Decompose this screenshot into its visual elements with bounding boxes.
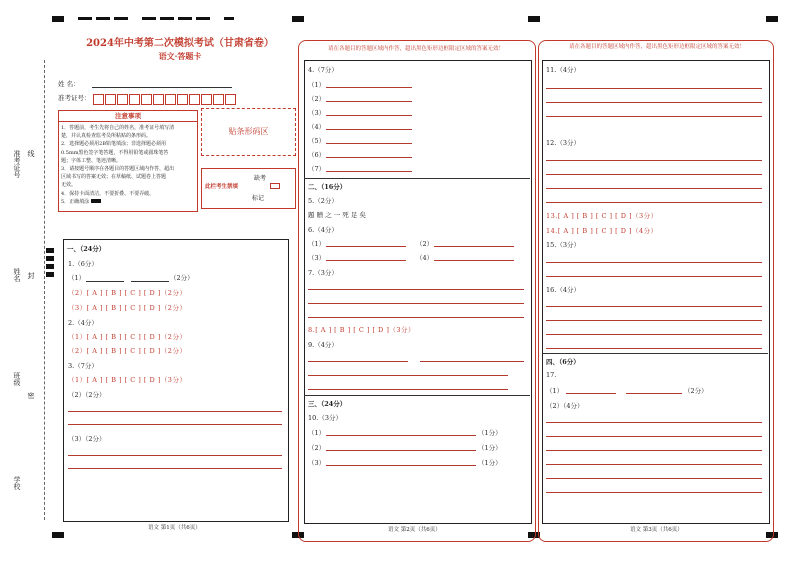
q10-label: 10.（3分） xyxy=(308,414,342,422)
q4-1: （1） xyxy=(308,81,326,89)
side-label-name: 姓名 xyxy=(13,268,21,282)
q1-1-score: （2分） xyxy=(170,274,194,282)
q1-label: 1.（6分） xyxy=(68,260,98,268)
absent-mark1: 缺考 xyxy=(254,175,267,182)
section2-title: 二、（16分） xyxy=(308,183,347,191)
q7-label: 7.（3分） xyxy=(308,269,338,277)
q4-6: （6） xyxy=(308,151,326,159)
note-line: 楚，并认真检查监考员所粘贴的条形码。 xyxy=(61,133,152,140)
q10-2-line[interactable] xyxy=(326,450,476,451)
q4-1-line[interactable] xyxy=(326,87,412,88)
timing-mark xyxy=(178,17,192,20)
q9-label: 9.（4分） xyxy=(308,341,338,349)
q17-1-score: （2分） xyxy=(684,387,708,395)
divider xyxy=(304,178,530,179)
q1-1-blank-b[interactable] xyxy=(131,281,169,282)
q1-1: （1） xyxy=(68,274,86,282)
filled-example xyxy=(91,199,101,203)
divider xyxy=(542,353,768,354)
section1-title: 一、（24分） xyxy=(67,245,106,253)
timing-mark xyxy=(196,17,210,20)
q10-1-line[interactable] xyxy=(326,435,476,436)
timing-mark xyxy=(46,256,54,261)
q4-2-line[interactable] xyxy=(326,101,412,102)
q15-label: 15.（3分） xyxy=(546,241,580,249)
answer-line[interactable] xyxy=(546,450,762,451)
q3-3: （3）（2分） xyxy=(68,435,106,443)
page-footer: 语文 第2页（共6页） xyxy=(388,527,441,533)
answer-line[interactable] xyxy=(308,289,524,290)
q12-label: 12.（3分） xyxy=(546,139,580,147)
q5-text: 題 贈 之 一 死 足 矣 xyxy=(308,211,366,219)
answer-line[interactable] xyxy=(546,102,762,103)
answer-line[interactable] xyxy=(546,464,762,465)
q6-1-line[interactable] xyxy=(326,246,406,247)
answer-line[interactable] xyxy=(68,468,282,469)
q6-4-line[interactable] xyxy=(434,260,514,261)
q5-label: 5.（2分） xyxy=(308,197,338,205)
absent-mark2: 标记 xyxy=(252,195,265,202)
q4-3: （3） xyxy=(308,109,326,117)
answer-line[interactable] xyxy=(546,202,762,203)
note-line: 1．答题前，考生先将自己的姓名，准考证号填写清 xyxy=(61,125,175,131)
side-label-seal: 封 xyxy=(27,272,35,279)
answer-line[interactable] xyxy=(546,422,762,423)
q1-2[interactable]: （2）[ A ] [ B ] [ C ] [ D ]（2分） xyxy=(68,289,187,297)
q6-1: （1） xyxy=(308,240,326,248)
name-label: 姓 名： xyxy=(58,80,80,88)
answer-line[interactable] xyxy=(68,411,282,412)
absent-box xyxy=(201,168,296,209)
side-label-class: 班级 xyxy=(13,372,21,386)
q10-3-line[interactable] xyxy=(326,465,476,466)
q6-2-line[interactable] xyxy=(434,246,514,247)
timing-mark xyxy=(52,16,64,22)
note-line: 题；字体工整、笔迹清晰。 xyxy=(61,157,122,164)
q2-label: 2.（4分） xyxy=(68,319,98,327)
q4-5-line[interactable] xyxy=(326,143,412,144)
section4-title: 四、（6分） xyxy=(546,358,580,366)
q3-label: 3.（7分） xyxy=(68,362,98,370)
q4-4-line[interactable] xyxy=(326,129,412,130)
q4-label: 4.（7分） xyxy=(308,66,338,74)
timing-mark xyxy=(292,16,304,22)
q14[interactable]: 14.[ A ] [ B ] [ C ] [ D ]（4分） xyxy=(546,227,658,235)
note-line: 区域书写的答案无效；在草稿纸、试题卷上答题 xyxy=(61,174,167,181)
binding-line xyxy=(44,60,45,520)
q10-2-score: （1分） xyxy=(478,444,502,452)
note-line: 5．正确填涂 xyxy=(61,198,90,205)
q6-3: （3） xyxy=(308,254,326,262)
timing-mark xyxy=(96,17,110,20)
timing-mark xyxy=(46,264,54,269)
mid-warning: 请在各题目的答题区域内作答，超出黑色矩形边框限定区域的答案无效！ xyxy=(327,46,504,52)
q4-2: （2） xyxy=(308,95,326,103)
id-label: 准考证号： xyxy=(58,94,91,102)
timing-mark xyxy=(142,17,156,20)
barcode-label: 贴条形码区 xyxy=(228,127,269,136)
timing-mark xyxy=(46,248,54,253)
answer-line[interactable] xyxy=(308,375,508,376)
answer-line[interactable] xyxy=(546,276,762,277)
q17-1-blank-a[interactable] xyxy=(566,393,616,394)
timing-mark xyxy=(78,17,92,20)
answer-line[interactable] xyxy=(546,174,762,175)
answer-line[interactable] xyxy=(308,317,524,318)
side-label-secret: 密 xyxy=(27,392,35,399)
answer-line[interactable] xyxy=(546,334,762,335)
timing-mark xyxy=(766,16,778,22)
q4-4: （4） xyxy=(308,123,326,131)
timing-mark xyxy=(528,16,540,22)
answer-line[interactable] xyxy=(546,348,762,349)
id-field[interactable] xyxy=(92,89,236,108)
barcode-area xyxy=(201,108,296,156)
name-field[interactable] xyxy=(92,87,232,88)
q10-2: （2） xyxy=(308,444,326,452)
notes-title: 注意事项 xyxy=(59,111,197,122)
q4-7-line[interactable] xyxy=(326,171,412,172)
timing-mark xyxy=(224,17,234,20)
answer-line[interactable] xyxy=(546,188,762,189)
q10-1: （1） xyxy=(308,429,326,437)
right-warning: 请在各题目的答题区域内作答，超出黑色矩形边框限定区域的答案无效！ xyxy=(568,44,745,50)
note-line: 4．保持卡面清洁，不要折叠、不要弄破。 xyxy=(61,190,155,197)
note-line: 2．选择题必须用2B铅笔填涂；非选择题必须用 xyxy=(61,141,167,148)
page-subtitle: 语文·答题卡 xyxy=(158,51,202,61)
q17-1: （1） xyxy=(546,387,564,395)
q3-1[interactable]: （1）[ A ] [ B ] [ C ] [ D ]（3分） xyxy=(68,376,187,384)
q16-label: 16.（4分） xyxy=(546,286,580,294)
q10-1-score: （1分） xyxy=(478,429,502,437)
q1-3[interactable]: （3）[ A ] [ B ] [ C ] [ D ]（2分） xyxy=(68,304,187,312)
q1-1-blank-a[interactable] xyxy=(86,281,124,282)
q11-label: 11.（4分） xyxy=(546,66,580,74)
q4-5: （5） xyxy=(308,137,326,145)
q2-2[interactable]: （2）[ A ] [ B ] [ C ] [ D ]（2分） xyxy=(68,347,187,355)
answer-line[interactable] xyxy=(546,478,762,479)
q2-1[interactable]: （1）[ A ] [ B ] [ C ] [ D ]（2分） xyxy=(68,333,187,341)
q17-2: （2）（4分） xyxy=(546,402,584,410)
answer-line[interactable] xyxy=(68,424,282,425)
note-line: 3．请按题号顺序在各题目的答题区域内作答，超出 xyxy=(61,166,175,173)
page-footer: 语文 第1页（共6页） xyxy=(148,525,201,531)
q6-2: （2） xyxy=(416,240,434,248)
timing-mark xyxy=(52,532,64,538)
page-title: 2024年中考第二次模拟考试（甘肃省卷） xyxy=(86,38,274,49)
side-label-line: 线 xyxy=(27,150,35,157)
q4-3-line[interactable] xyxy=(326,115,412,116)
q8[interactable]: 8.[ A ] [ B ] [ C ] [ D ]（3分） xyxy=(308,326,416,334)
q4-7: （7） xyxy=(308,165,326,173)
answer-line[interactable] xyxy=(546,492,762,493)
absent-checkbox[interactable] xyxy=(270,183,280,189)
q10-3-score: （1分） xyxy=(478,459,502,467)
q3-2: （2）（2分） xyxy=(68,391,106,399)
q17-1-blank-b[interactable] xyxy=(626,393,682,394)
answer-line[interactable] xyxy=(308,303,524,304)
side-label-school: 学校 xyxy=(13,476,21,490)
q6-4: （4） xyxy=(416,254,434,262)
timing-mark xyxy=(114,17,128,20)
section3-title: 三、（24分） xyxy=(308,400,347,408)
q10-3: （3） xyxy=(308,459,326,467)
note-line: 无效。 xyxy=(61,182,77,189)
timing-mark xyxy=(160,17,174,20)
answer-line[interactable] xyxy=(546,320,762,321)
answer-line[interactable] xyxy=(546,306,762,307)
side-label-id: 准考证号 xyxy=(13,150,21,178)
absent-label: 此栏考生禁填 xyxy=(205,184,239,190)
q13[interactable]: 13.[ A ] [ B ] [ C ] [ D ]（3分） xyxy=(546,212,658,220)
q6-label: 6.（4分） xyxy=(308,226,338,234)
answer-line[interactable] xyxy=(546,262,762,263)
q17-label: 17. xyxy=(546,371,557,379)
answer-line[interactable] xyxy=(420,361,524,362)
answer-line[interactable] xyxy=(68,455,282,456)
timing-mark xyxy=(46,272,54,277)
answer-line[interactable] xyxy=(546,88,762,89)
answer-line[interactable] xyxy=(308,361,408,362)
q4-6-line[interactable] xyxy=(326,157,412,158)
note-line: 0.5mm黑色签字笔答题，不得用铅笔或圆珠笔答 xyxy=(61,149,169,156)
answer-line[interactable] xyxy=(546,116,762,117)
q6-3-line[interactable] xyxy=(326,260,406,261)
divider xyxy=(304,395,530,396)
answer-line[interactable] xyxy=(546,160,762,161)
answer-line[interactable] xyxy=(308,389,508,390)
page-footer: 语文 第3页（共6页） xyxy=(630,527,683,533)
answer-line[interactable] xyxy=(546,436,762,437)
notes-box xyxy=(58,110,198,212)
